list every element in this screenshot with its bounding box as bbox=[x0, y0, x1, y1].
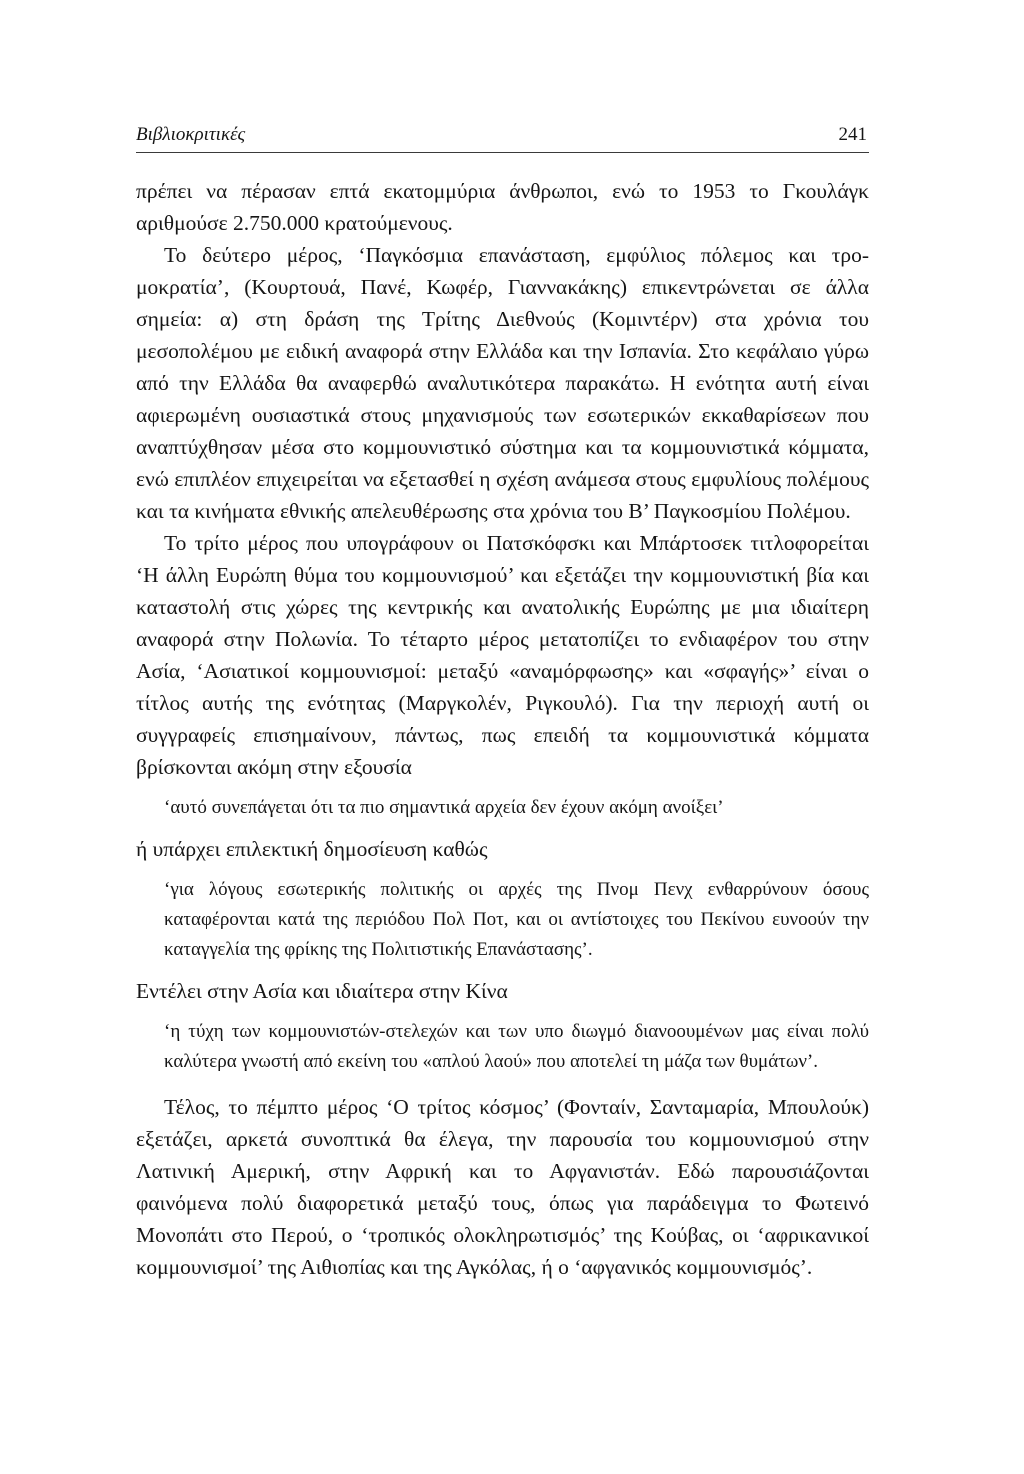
page-number: 241 bbox=[838, 124, 867, 145]
running-head bbox=[136, 122, 869, 153]
paragraph-continuation: πρέπει να πέρασαν επτά εκατομμύρια άνθρωποι, ενώ το 1953 το Γκουλάγκ αριθμούσε 2.750.000 κρατούμενους. bbox=[136, 179, 869, 235]
paragraph-fifth-part: Τέλος, το πέμπτο μέρος ‘Ο τρίτος κόσμος’ (Φονταίν, Σανταμαρία, Μπουλούκ) εξετάζει, αρκετά συνοπτικά θα έλεγα, την παρουσία του κομμουνισμού στην Λατινική Αμερική, στην Αφρική και το Αφγανιστάν. Εδώ παρουσιάζονται φαινόμενα πολύ διαφορετικά μεταξύ τους, όπως για παράδειγμα το Φωτεινό Μονοπάτι στο Περού, ο ‘τροπικός ολοκληρωτισμός’ της Κούβας, οι ‘αφρικανικοί κομμουνισμοί’ της Αιθιοπίας και της Αγκόλας, ή ο ‘αφγανικός κομμουνισμός’. bbox=[136, 1095, 869, 1279]
lead-in-china: Εντέλει στην Ασία και ιδιαίτερα στην Κίνα bbox=[136, 979, 508, 1003]
lead-in-selective-publication: ή υπάρχει επιλεκτική δημοσίευση καθώς bbox=[136, 837, 488, 861]
book-page bbox=[136, 122, 869, 1283]
block-quote-victims: ‘η τύχη των κομμουνιστών-στελεχών και των υπο διωγμό διανοουμένων μας είναι πολύ καλύτερα γνωστή από εκείνη του «απλού λαού» που αποτελεί τη μάζα των θυμάτων’. bbox=[164, 1021, 869, 1072]
paragraph-third-part: Το τρίτο μέρος που υπογράφουν οι Πατσκόφσκι και Μπάρτοσεκ τιτλοφορείται ‘Η άλλη Ευρώπη θύμα του κομμουνισμού’ και εξετάζει την κομμουνιστική βία και καταστολή στις χώρες της κεντρικής και ανατολικής Ευρώπης με μια ιδιαίτερη αναφορά στην Πολωνία. Το τέταρτο μέρος μετατοπίζει το ενδιαφέρον του στην Ασία, ‘Ασιατικοί κομμουνισμοί: μεταξύ «αναμόρφωσης» και «σφαγής»’ είναι ο τίτλος αυτής της ενότητας (Μαργκολέν, Ριγκουλό). Για την περιοχή αυτή οι συγγραφείς επισημαίνουν, πάντως, πως επειδή τα κομμουνιστικά κόμματα βρίσκονται ακόμη στην εξουσία bbox=[136, 531, 869, 779]
block-quote-archives: ‘αυτό συνεπάγεται ότι τα πιο σημαντικά αρχεία δεν έχουν ακόμη ανοίξει’ bbox=[164, 797, 724, 818]
running-title: Βιβλιοκριτικές bbox=[136, 124, 246, 145]
block-quote-pnom-penh: ‘για λόγους εσωτερικής πολιτικής οι αρχές της Πνομ Πενχ ενθαρρύνουν όσους καταφέρονται κατά της περιόδου Πολ Ποτ, και οι αντίστοιχες του Πεκίνου ευνοούν την καταγγελία της φρίκης της Πολιτιστικής Επανάστασης’. bbox=[164, 879, 869, 960]
paragraph-second-part: Το δεύτερο μέρος, ‘Παγκόσμια επανάσταση, εμφύλιος πόλεμος και τρομοκρατία’, (Κουρτουά, Πανέ, Κωφέρ, Γιαννακάκης) επικεντρώνεται σε άλλα σημεία: α) στη δράση της Τρίτης Διεθνούς (Κομιντέρν) στα χρόνια του μεσοπολέμου με ειδική αναφορά στην Ελλάδα και την Ισπανία. Στο κεφάλαιο γύρω από την Ελλάδα θα αναφερθώ αναλυτικότερα παρακάτω. Η ενότητα αυτή είναι αφιερωμένη ουσιαστικά στους μηχανισμούς των εσωτερικών εκκαθαρίσεων που αναπτύχθησαν μέσα στο κομμουνιστικό σύστημα και τα κομμουνιστικά κόμματα, ενώ επιπλέον επιχειρείται να εξετασθεί η σχέση ανάμεσα στους εμφυλίους πολέμους και τα κινήματα εθνικής απελευθέρωσης στα χρόνια του Β’ Παγκοσμίου Πολέμου. bbox=[136, 243, 869, 523]
body-text bbox=[136, 175, 869, 1283]
